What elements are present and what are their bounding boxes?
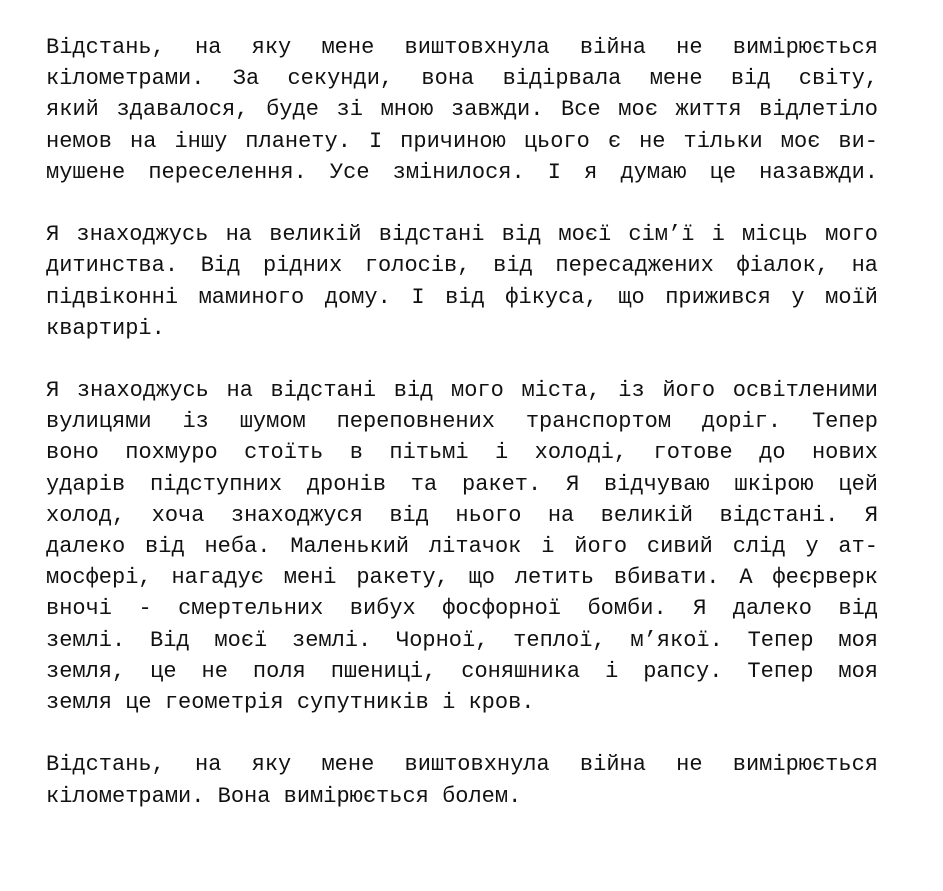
text-line: Відстань, на яку мене виштовхнула війна не вимірюється [46, 752, 878, 778]
paragraph-1 [46, 32, 878, 188]
text-line: мосфері, нагадує мені ракету, що летить вбивати. А феєрверк [46, 565, 878, 591]
text-line: Я знаходжусь на великій відстані від моєї сім’ї і місць мого [46, 222, 878, 248]
text-line: Відстань, на яку мене виштовхнула війна не вимірюється [46, 35, 878, 60]
text-line: підвіконні маминого дому. І від фікуса, що прижився у моїй [46, 284, 878, 310]
paragraph-4 [46, 749, 878, 811]
text-line: кілометрами. Вона вимірюється болем. [46, 783, 522, 809]
text-line: квартирі. [46, 315, 165, 341]
text-line: ударів підступних дронів та ракет. Я відчуваю шкірою цей [46, 471, 878, 497]
text-line: мушене переселення. Усе змінилося. І я думаю це назавжди. [46, 159, 878, 185]
text-line: дитинства. Від рідних голосів, від пересаджених фіалок, на [46, 253, 878, 279]
paragraph-3 [46, 375, 878, 718]
text-line: воно похмуро стоїть в пітьмі і холоді, готове до нових [46, 440, 878, 466]
text-line: вулицями із шумом переповнених транспортом доріг. Тепер [46, 409, 878, 435]
text-line: немов на іншу планету. І причиною цього є не тільки моє ви- [46, 128, 878, 154]
text-line: земля це геометрія супутників і кров. [46, 689, 535, 715]
text-line: який здавалося, буде зі мною завжди. Все моє життя відлетіло [46, 97, 878, 123]
text-line: кілометрами. За секунди, вона відірвала мене від світу, [46, 66, 878, 92]
text-line: вночі - смертельних вибух фосфорної бомби. Я далеко від [46, 596, 878, 622]
text-line: холод, хоча знаходжуся від нього на великій відстані. Я [46, 502, 878, 528]
text-line: далеко від неба. Маленький літачок і його сивий слід у ат- [46, 534, 878, 559]
text-line: Я знаходжусь на відстані від мого міста, із його освітленими [46, 378, 878, 404]
text-line: землі. Від моєї землі. Чорної, теплої, м’якої. Тепер моя [46, 627, 878, 653]
text-line: земля, це не поля пшениці, соняшника і рапсу. Тепер моя [46, 658, 878, 684]
paragraph-2 [46, 219, 878, 344]
document-body [46, 32, 878, 843]
